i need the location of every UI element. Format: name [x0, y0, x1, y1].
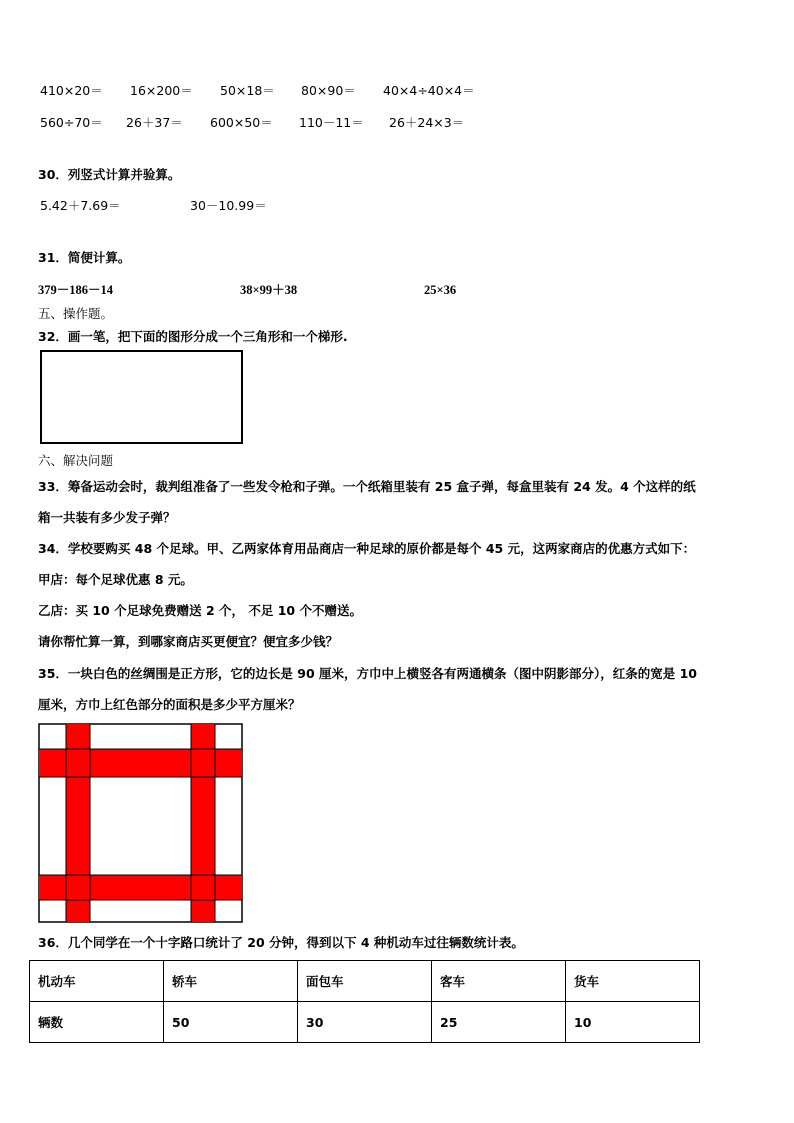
q31-title: 31．简便计算。 — [38, 250, 131, 265]
table-row — [30, 1002, 700, 1043]
q31-item: 25×36 — [424, 283, 457, 297]
oral-calc-item: 80×90＝ — [301, 83, 356, 98]
oral-calc-item: 26＋24×3＝ — [389, 115, 465, 130]
q31-item: 379－186－14 — [38, 283, 114, 297]
q36-vehicle-table — [29, 960, 700, 1043]
oral-calc-item: 560÷70＝ — [40, 115, 103, 130]
oral-calc-item: 410×20＝ — [40, 83, 103, 98]
section-six-heading: 六、解决问题 — [38, 453, 114, 468]
scarf-vertical-stripe-right — [191, 724, 215, 922]
q31-item: 38×99＋38 — [240, 283, 298, 297]
q36-title: 36．几个同学在一个十字路口统计了 20 分钟，得到以下 4 种机动车过往辆数统计表。 — [38, 935, 524, 950]
oral-calc-row-1 — [0, 83, 794, 99]
q30-items — [0, 198, 794, 214]
oral-calc-item: 50×18＝ — [220, 83, 275, 98]
oral-calc-item: 600×50＝ — [210, 115, 273, 130]
q30-item: 5.42＋7.69＝ — [40, 198, 121, 213]
q30-title: 30．列竖式计算并验算。 — [38, 167, 181, 182]
q32-title: 32．画一笔，把下面的图形分成一个三角形和一个梯形. — [38, 329, 348, 344]
q35-line-2: 厘米，方巾上红色部分的面积是多少平方厘米？ — [38, 697, 301, 712]
table-cell: 辆数 — [30, 1002, 164, 1043]
oral-calc-item: 26＋37＝ — [126, 115, 183, 130]
oral-calc-item: 16×200＝ — [130, 83, 193, 98]
table-cell: 轿车 — [164, 961, 298, 1002]
table-cell: 10 — [566, 1002, 700, 1043]
q31-items — [0, 282, 794, 298]
table-cell: 客车 — [432, 961, 566, 1002]
q33-line-1: 33．筹备运动会时，裁判组准备了一些发令枪和子弹。一个纸箱里装有 25 盒子弹，每盒里装有 24 发。4 个这样的纸 — [38, 479, 696, 494]
table-header-row — [30, 961, 700, 1002]
q33-line-2: 箱一共装有多少发子弹？ — [38, 510, 176, 525]
q35-line-1: 35．一块白色的丝绸围是正方形，它的边长是 90 厘米，方巾中上横竖各有两通横条（图中阴影部分），红条的宽是 10 — [38, 666, 697, 681]
q34-line-2: 甲店：每个足球优惠 8 元。 — [38, 572, 193, 587]
table-cell: 50 — [164, 1002, 298, 1043]
q34-line-4: 请你帮忙算一算，到哪家商店买更便宜？便宜多少钱？ — [38, 634, 339, 649]
table-cell: 货车 — [566, 961, 700, 1002]
q34-line-3: 乙店：买 10 个足球免费赠送 2 个， 不足 10 个不赠送。 — [38, 603, 362, 618]
table-cell: 25 — [432, 1002, 566, 1043]
table-cell: 面包车 — [298, 961, 432, 1002]
table-cell: 机动车 — [30, 961, 164, 1002]
scarf-vertical-stripe-left — [66, 724, 90, 922]
q30-item: 30－10.99＝ — [190, 198, 267, 213]
oral-calc-row-2 — [0, 115, 794, 131]
q34-line-1: 34．学校要购买 48 个足球。甲、乙两家体育用品商店一种足球的原价都是每个 45 元，这两家商店的优惠方式如下： — [38, 541, 696, 556]
q35-scarf-figure — [38, 723, 244, 925]
oral-calc-item: 110－11＝ — [299, 115, 364, 130]
table-cell: 30 — [298, 1002, 432, 1043]
oral-calc-item: 40×4÷40×4＝ — [383, 83, 475, 98]
section-five-heading: 五、操作题。 — [38, 306, 114, 321]
q32-rectangle-figure — [40, 350, 243, 444]
